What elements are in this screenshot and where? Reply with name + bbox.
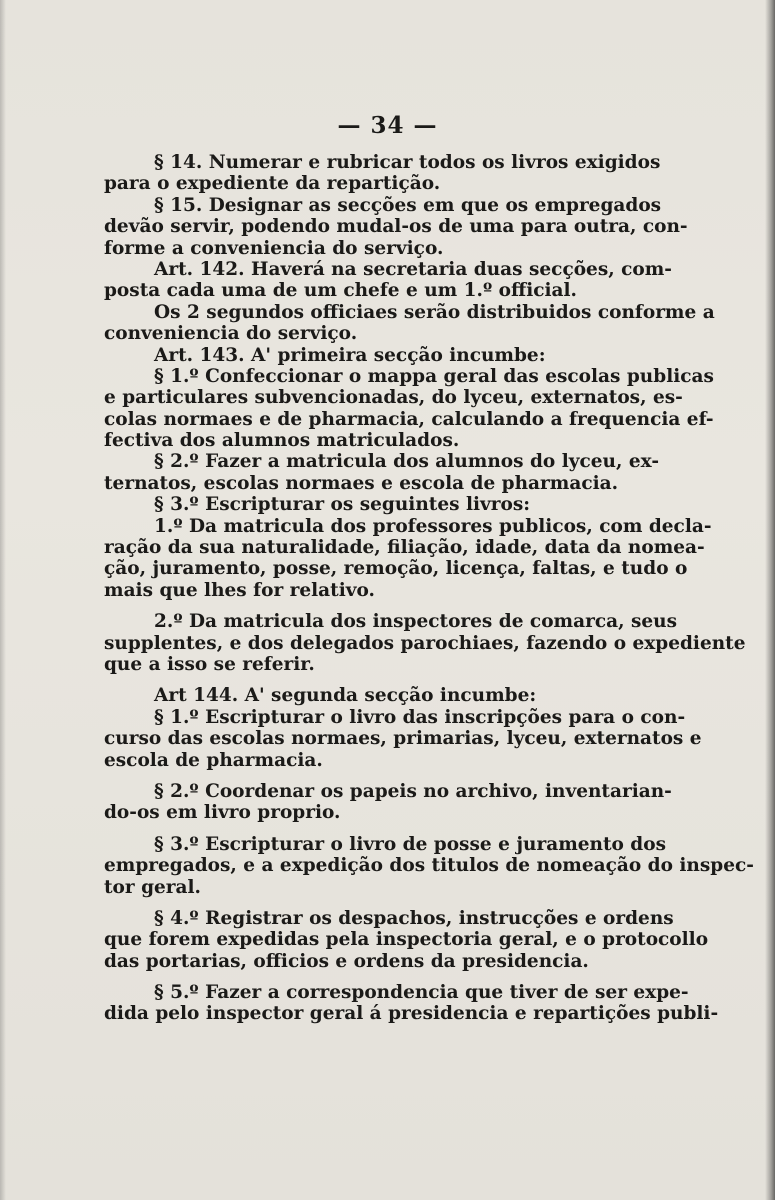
text-line: ternatos, escolas normaes e escola de pharmacia. (104, 472, 619, 494)
text-line: Art. 142. Haverá na secretaria duas secções, com- (154, 258, 672, 280)
text-line: e particulares subvencionadas, do lyceu, externatos, es- (104, 387, 683, 409)
page-left-edge-shadow (0, 0, 6, 1200)
text-line: devão servir, podendo mudal-os de uma para outra, con- (104, 216, 688, 238)
text-line: que a isso se referir. (104, 653, 315, 675)
text-line: posta cada uma de um chefe e um 1.º official. (104, 280, 577, 302)
text-line: 2.º Da matricula dos inspectores de comarca, seus (154, 611, 678, 633)
text-line: colas normaes e de pharmacia, calculando a frequencia ef- (104, 408, 714, 430)
text-line: Os 2 segundos officiaes serão distribuidos conforme a (154, 301, 715, 323)
text-line: § 14. Numerar e rubricar todos os livros exigidos (154, 152, 661, 173)
text-line: para o expediente da repartição. (104, 173, 441, 195)
text-line: tor geral. (104, 876, 201, 898)
text-line: forme a conveniencia do serviço. (104, 237, 444, 259)
text-line: das portarias, officios e ordens da presidencia. (104, 950, 589, 972)
text-line: supplentes, e dos delegados parochiaes, fazendo o expediente (104, 632, 746, 654)
text-line: mais que lhes for relativo. (104, 579, 375, 601)
text-line: empregados, e a expedição dos titulos de nomeação do inspec- (104, 855, 754, 877)
text-line: § 1.º Escripturar o livro das inscripções para o con- (154, 706, 686, 728)
text-line: ção, juramento, posse, remoção, licença, faltas, e tudo o (104, 558, 688, 580)
text-line: 1.º Da matricula dos professores publicos, com decla- (154, 515, 712, 537)
text-line: § 15. Designar as secções em que os empregados (154, 194, 662, 216)
text-line: § 3.º Escripturar o livro de posse e juramento dos (154, 833, 667, 855)
text-line: § 1.º Confeccionar o mappa geral das escolas publicas (154, 365, 714, 387)
text-line: curso das escolas normaes, primarias, lyceu, externatos e (104, 728, 702, 750)
text-line: fectiva dos alumnos matriculados. (104, 430, 460, 452)
text-line: § 3.º Escripturar os seguintes livros: (154, 494, 531, 516)
text-line: § 2.º Fazer a matricula dos alumnos do lyceu, ex- (154, 451, 660, 473)
text-line: ração da sua naturalidade, filiação, idade, data da nomea- (104, 537, 705, 559)
page-right-edge-shadow (765, 0, 775, 1200)
body-text (104, 152, 754, 1025)
text-line: § 4.º Registrar os despachos, instrucções e ordens (154, 907, 674, 929)
text-line: § 2.º Coordenar os papeis no archivo, inventarian- (154, 780, 672, 802)
text-line: do-os em livro proprio. (104, 802, 341, 824)
text-line: Art 144. A' segunda secção incumbe: (154, 685, 537, 707)
text-line: § 5.º Fazer a correspondencia que tiver de ser expe- (154, 982, 689, 1004)
page-number: — 34 — (337, 112, 438, 139)
text-line: escola de pharmacia. (104, 749, 323, 771)
text-line: conveniencia do serviço. (104, 323, 358, 345)
text-line: dida pelo inspector geral á presidencia e repartições publi- (104, 1003, 719, 1025)
text-line: Art. 143. A' primeira secção incumbe: (154, 344, 546, 366)
text-line: que forem expedidas pela inspectoria geral, e o protocollo (104, 929, 709, 951)
